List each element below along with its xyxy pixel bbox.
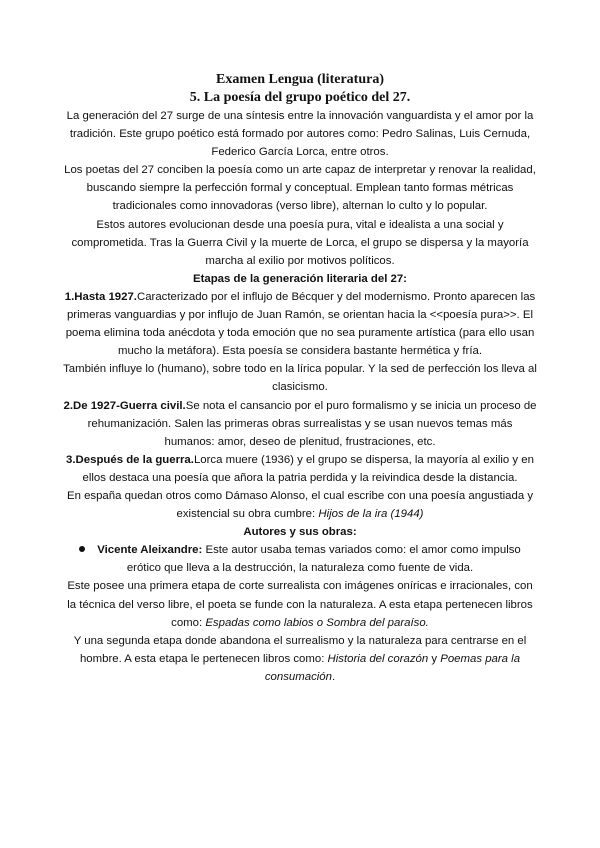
author-1-p3-join: y bbox=[428, 652, 441, 665]
stages-heading: Etapas de la generación literaria del 27: bbox=[193, 272, 407, 285]
authors-heading: Autores y sus obras: bbox=[243, 526, 357, 539]
stage-3-work: Hijos de la ira (1944) bbox=[318, 508, 424, 521]
stage-3-extra-text: En españa quedan otros como Dámaso Alonso, el cual escribe con una poesía angustiada y existencial su obra cumbre: bbox=[66, 489, 534, 521]
intro-paragraph-1: La generación del 27 surge de una síntesis entre la innovación vanguardista y el amor por la tradición. Este grupo poético está formado por autores como: Pedro Salinas, Luis Cernuda, Federico García Lorca, entre otros. bbox=[66, 110, 534, 159]
stage-1-text: Caracterizado por el influjo de Bécquer y del modernismo. Pronto aparecen las primeras vanguardias y por influjo de Juan Ramón, se orientan hacia la <<poesía pura>>. El poema elimina toda anécdota y toda emoción que no sea puramente artística (para ello usan mucho la metáfora). Esta poesía se considera bastante hermética y fría. bbox=[65, 290, 536, 358]
author-1-p2-works: Espadas como labios o Sombra del paraíso. bbox=[205, 616, 429, 629]
author-1-paragraph-3 bbox=[62, 632, 538, 686]
stage-2 bbox=[62, 397, 538, 451]
stage-2-text: Se nota el cansancio por el puro formalismo y se inicia un proceso de rehumanización. Salen las primeras obras surrealistas y se usan nuevos temas más humanos: amor, deseo de plenitud, frustraciones, etc. bbox=[87, 399, 537, 448]
intro-paragraph-3: Estos autores evolucionan desde una poesía pura, vital e idealista a una social y comprometida. Tras la Guerra Civil y la muerte de Lorca, el grupo se dispersa y la mayoría marcha al exilio por motivos políticos. bbox=[71, 218, 529, 267]
author-1-item bbox=[62, 541, 538, 577]
bullet-icon bbox=[79, 546, 85, 552]
stage-2-title: 2.De 1927-Guerra civil. bbox=[63, 399, 186, 412]
author-1-paragraph-2 bbox=[62, 577, 538, 631]
stage-3-text: Lorca muere (1936) y el grupo se dispersa, la mayoría al exilio y en ellos destaca una poesía que añora la patria perdida y la reivindica desde la distancia. bbox=[82, 453, 534, 484]
stage-3 bbox=[62, 451, 538, 487]
author-1-p3-work-1: Historia del corazón bbox=[327, 652, 429, 665]
stage-3-extra bbox=[62, 487, 538, 523]
author-1-name: Vicente Aleixandre: bbox=[97, 544, 203, 557]
author-1-p2-text: Este posee una primera etapa de corte surrealista con imágenes oníricas e irracionales, con la técnica del verso libre, el poeta se funde con la naturaleza. A esta etapa pertenecen libros como: bbox=[67, 580, 533, 629]
stage-1-extra: También influye lo (humano), sobre todo en la lírica popular. Y la sed de perfección los lleva al clasicismo. bbox=[63, 363, 537, 394]
author-1-p3-text: Y una segunda etapa donde abandona el surrealismo y la naturaleza para centrarse en el hombre. A esta etapa le pertenecen libros como: bbox=[73, 634, 527, 665]
document-title: Examen Lengua (literatura) bbox=[216, 72, 384, 87]
stage-1 bbox=[62, 288, 538, 360]
document-body bbox=[0, 107, 600, 686]
stage-1-title: 1.Hasta 1927. bbox=[64, 290, 137, 303]
intro-paragraph-2: Los poetas del 27 conciben la poesía como un arte capaz de interpretar y renovar la realidad, buscando siempre la perfección formal y conceptual. Emplean tanto formas métricas tradicionales como innovadoras (verso libre), alternan lo culto y lo popular. bbox=[64, 164, 536, 213]
stage-3-title: 3.Después de la guerra. bbox=[66, 453, 194, 466]
document-subtitle: 5. La poesía del grupo poético del 27. bbox=[189, 90, 411, 105]
author-1-text: Este autor usaba temas variados como: el amor como impulso erótico que lleva a la destrucción, la naturaleza como fuente de vida. bbox=[126, 544, 521, 575]
author-1-p3-work-2: Poemas para la consumación bbox=[264, 652, 521, 683]
author-1-p3-end: . bbox=[331, 670, 336, 683]
